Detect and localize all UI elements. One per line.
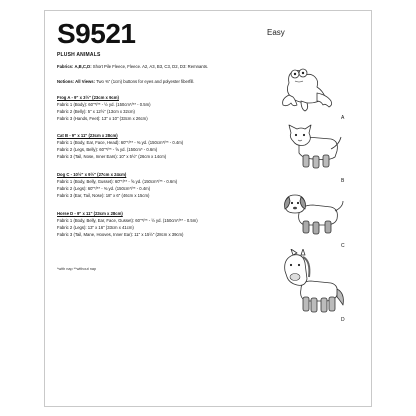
view-d-line: Fabric 3 (Tail, Mane, Hooves, Inner Ear): 11" x 15½" (28cm x 39cm) xyxy=(57,232,184,237)
view-letter-c: C xyxy=(341,243,345,249)
view-c-title: Dog C - 10½" x 9½" (27cm x 24cm) xyxy=(57,172,127,177)
view-a-line: Fabric 1 (Body): 60"*/** - ½ yd. (150cm*/** - 0.5m) xyxy=(57,102,151,107)
view-d-line: Fabric 2 (Legs): 13" x 16" (33cm x 41cm) xyxy=(57,225,134,230)
notions-label: Notions: All Views: xyxy=(57,79,96,84)
view-letter-b: B xyxy=(341,178,345,184)
view-letter-d: D xyxy=(341,317,345,323)
view-letter-a: A xyxy=(341,115,345,121)
horse-illustration xyxy=(281,249,347,319)
view-b-line: Fabric 3 (Tail, Nose, Inner Ears): 10" x 5½" (26cm x 14cm) xyxy=(57,154,167,159)
nap-footnote: *with nap **without nap xyxy=(57,267,97,271)
cat-illustration xyxy=(285,123,343,173)
notions-line xyxy=(57,79,194,85)
view-b-title: Cat B - 9" x 11" (23cm x 28cm) xyxy=(57,133,118,138)
view-b-line: Fabric 1 (Body, Ear, Face, Head): 60"*/** - ⅜ yd. (150cm*/** - 0.4m) xyxy=(57,140,184,145)
view-a-title: Frog A - 9" x 3½" (23cm x 9cm) xyxy=(57,95,119,100)
pattern-number: S9521 xyxy=(57,18,136,49)
fabrics-line xyxy=(57,64,208,70)
frog-illustration xyxy=(279,63,339,115)
view-b-line: Fabric 2 (Legs, Belly): 60"*/** - ⅝ yd. (150cm* - 0.6m) xyxy=(57,147,158,152)
fabrics-text: Short Pile Fleece, Fleece. A2, A3, B3, C3, D2, D3: Remnants. xyxy=(92,64,209,69)
dog-illustration xyxy=(281,189,345,239)
notions-text: Two ⅜" (1cm) buttons for eyes and polyester fiberfill. xyxy=(96,79,195,84)
category-title: PLUSH ANIMALS xyxy=(57,52,101,58)
difficulty-label: Easy xyxy=(267,28,285,37)
view-c-line: Fabric 1 (Body, Belly, Gusset): 60"*/** - ⅝ yd. (150cm*/** - 0.6m) xyxy=(57,179,178,184)
view-d-line: Fabric 1 (Body, Belly, Ear, Face, Gusset): 60"*/** - ½ yd. (150cm*/** - 0.5m) xyxy=(57,218,198,223)
fabrics-label: Fabrics: A,B,C,D: xyxy=(57,64,92,69)
view-d-title: Horse D - 9" x 11" (23cm x 28cm) xyxy=(57,211,123,216)
view-a-line: Fabric 2 (Belly): 5" x 12½" (13cm x 32cm) xyxy=(57,109,135,114)
view-c-line: Fabric 2 (Legs): 60"*/** - ⅜ yd. (150cm*/** - 0.4m) xyxy=(57,186,151,191)
view-c-line: Fabric 3 (Ear, Tail, Nose): 18" x 6" (46cm x 15cm) xyxy=(57,193,150,198)
pattern-back-sheet xyxy=(44,10,372,407)
view-a-line: Fabric 3 (Hands, Feet): 13" x 10" (33cm x 26cm) xyxy=(57,116,148,121)
